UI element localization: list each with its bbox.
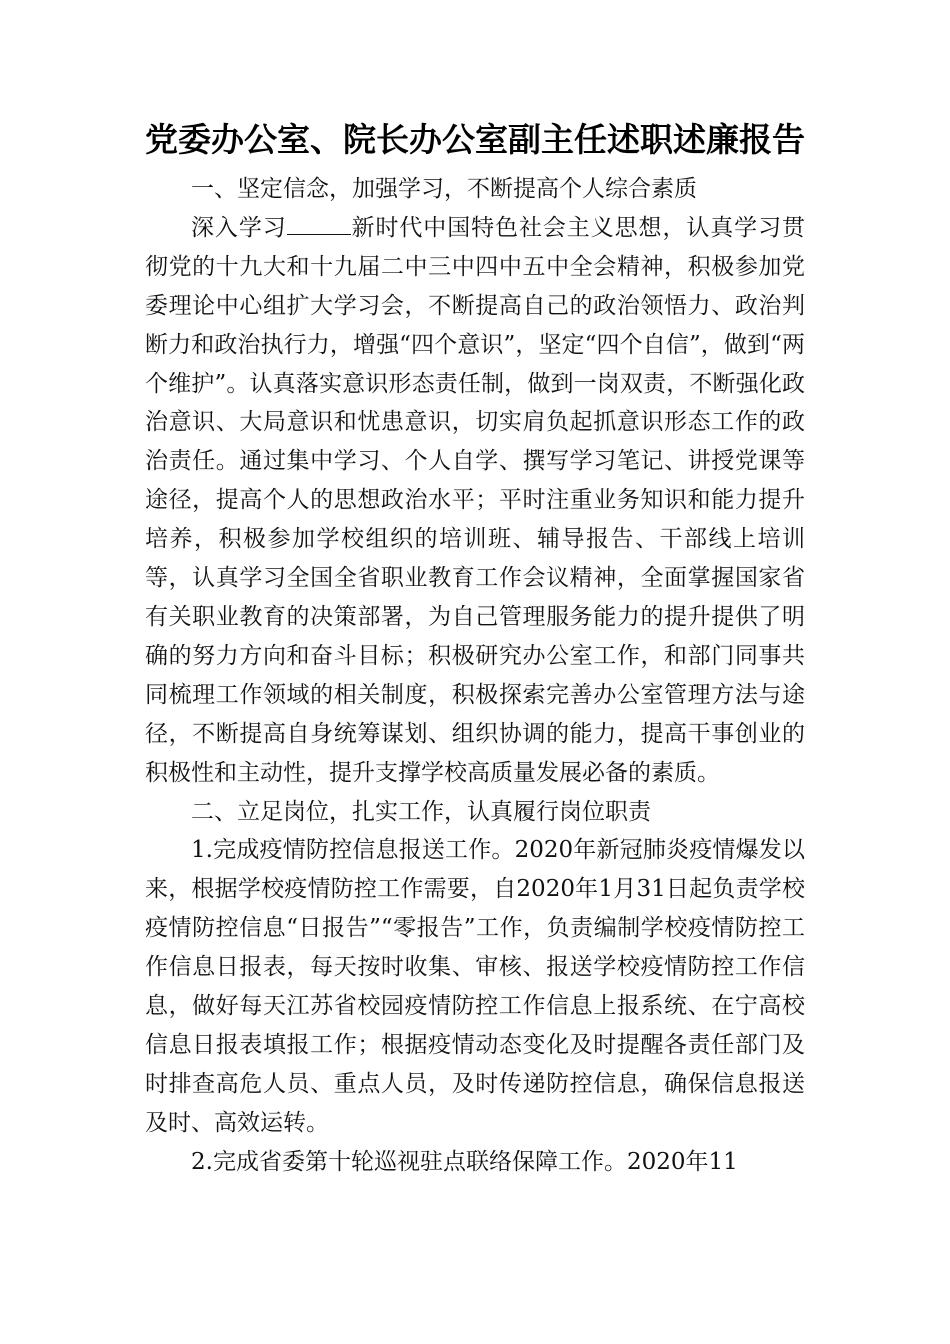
paragraph-1-start: 深入学习 [191, 214, 287, 241]
paragraph-1 [145, 209, 805, 793]
document-body [145, 170, 805, 1182]
section-heading-1: 一、坚定信念，加强学习，不断提高个人综合素质 [191, 176, 697, 202]
paragraph-2: 1.完成疫情防控信息报送工作。2020年新冠肺炎疫情爆发以来，根据学校疫情防控工作需要，自2020年1月31日起负责学校疫情防控信息“日报告”“零报告”工作，负责编制学校疫情防控工作信息日报表，每天按时收集、审核、报送学校疫情防控工作信息，做好每天江苏省校园疫情防控工作信息上报系统、在宁高校信息日报表填报工作；根据疫情动态变化及时提醒各责任部门及时排查高危人员、重点人员，及时传递防控信息，确保信息报送及时、高效运转。 [145, 837, 805, 1136]
redacted-blank [287, 216, 351, 235]
paragraph-3: 2.完成省委第十轮巡视驻点联络保障工作。2020年11 [191, 1148, 738, 1175]
section-heading-2: 二、立足岗位，扎实工作，认真履行岗位职责 [191, 798, 651, 825]
paragraph-1-rest: 新时代中国特色社会主义思想，认真学习贯彻党的十九大和十九届二中三中四中五中全会精神，积极参加党委理论中心组扩大学习会，不断提高自己的政治领悟力、政治判断力和政治执行力，增强“四个意识”，坚定“四个自信”，做到“两个维护”。认真落实意识形态责任制，做到一岗双责，不断强化政治意识、大局意识和忧患意识，切实肩负起抓意识形态工作的政治责任。通过集中学习、个人自学、撰写学习笔记、讲授党课等途径，提高个人的思想政治水平；平时注重业务知识和能力提升培养，积极参加学校组织的培训班、辅导报告、干部线上培训等，认真学习全国全省职业教育工作会议精神，全面掌握国家省有关职业教育的决策部署，为自己管理服务能力的提升提供了明确的努力方向和奋斗目标；积极研究办公室工作，和部门同事共同梳理工作领域的相关制度，积极探索完善办公室管理方法与途径，不断提高自身统筹谋划、组织协调的能力，提高干事创业的积极性和主动性，提升支撑学校高质量发展必备的素质。 [145, 214, 806, 786]
document-title: 党委办公室、院长办公室副主任述职述廉报告 [145, 120, 805, 159]
